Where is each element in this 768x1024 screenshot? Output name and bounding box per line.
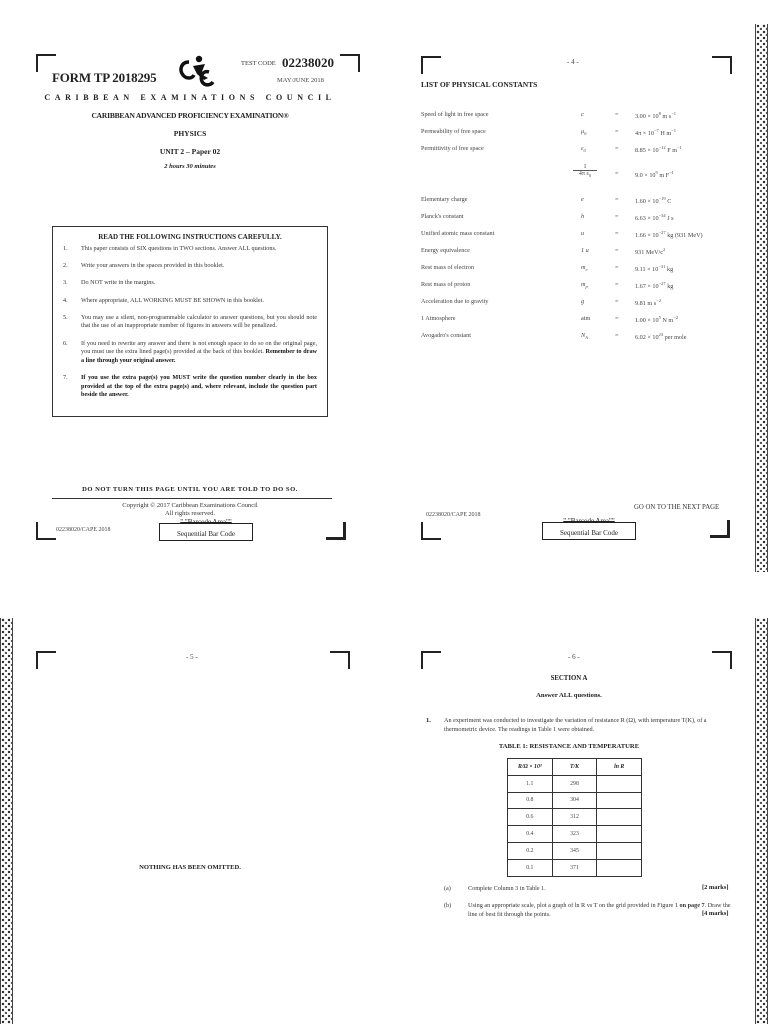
footer-code: 02238020/CAPE 2018 — [56, 527, 111, 533]
ln-r-answer-cell[interactable] — [597, 859, 642, 876]
table-row: 0.2 345 — [508, 842, 642, 859]
constant-row: Energy equivalence 1 u = 931 MeV/$c^2$ — [421, 247, 666, 257]
crop-mark-bottom-right — [326, 522, 346, 540]
part-b-label: (b) — [444, 902, 452, 909]
page-5 — [0, 600, 380, 1024]
table-row: 0.4 323 — [508, 826, 642, 843]
instructions-title: READ THE FOLLOWING INSTRUCTIONS CAREFULLY. — [98, 233, 282, 241]
form-number: FORM TP 2018295 — [52, 70, 157, 85]
subject: PHYSICS — [173, 129, 207, 138]
ln-r-answer-cell[interactable] — [597, 792, 642, 809]
instruction-item: 4. Where appropriate, ALL WORKING MUST BE SHOWN in this booklet. — [63, 296, 264, 304]
crop-mark-top-left — [421, 651, 441, 669]
constant-row: Acceleration due to gravity g = 9.81 m $s^{-2}$ — [421, 298, 661, 308]
crop-mark-bottom-right — [710, 520, 730, 538]
instruction-item: 5. You may use a silent, non-programmable calculator to answer questions, but you should note that the use of an inappropriate number of figures in answers will be penalized. — [63, 313, 317, 330]
test-code: 02238020 — [282, 55, 334, 70]
footer-code: 02238020/CAPE 2018 — [426, 512, 481, 518]
page-number: - 4 - — [567, 58, 579, 66]
exam-name: CARIBBEAN ADVANCED PROFICIENCY EXAMINATION® — [91, 111, 289, 120]
unit-paper: UNIT 2 – Paper 02 — [159, 147, 221, 156]
ln-r-answer-cell[interactable] — [597, 775, 642, 792]
constant-row: Speed of light in free space c = $3.00 \times 10^8$ m $s^{-1}$ — [421, 111, 676, 121]
page-cover — [0, 0, 380, 570]
constant-row: Avogadro's constant $N_A$ = $6.02 \times 10^{23}$ per mole — [421, 332, 687, 342]
constant-row: Unified atomic mass constant u = $1.66 \times 10^{-27}$ kg (931 MeV) — [421, 230, 703, 240]
ln-r-answer-cell[interactable] — [597, 809, 642, 826]
constant-row: 1 Atmosphere atm = $1.00 \times 10^5$ N $m^{-2}$ — [421, 315, 679, 325]
cxc-logo — [175, 52, 217, 88]
instructions-box — [52, 226, 328, 417]
constants-list — [421, 0, 741, 570]
crop-mark-bottom-left — [36, 522, 56, 540]
crop-mark-bottom-left — [421, 522, 441, 540]
table-header-row: R/Ω × 10³ T/K ln R — [508, 759, 642, 776]
page-physical-constants — [384, 0, 754, 570]
barcode-area: " "Barcode Area"" Sequential Bar Code — [542, 522, 636, 540]
part-b-marks: [4 marks] — [702, 910, 729, 917]
ln-r-answer-cell[interactable] — [597, 826, 642, 843]
constant-row: Rest mass of proton $m_p$ = $1.67 \times 10^{-27}$ kg — [421, 281, 674, 291]
constant-row-coulomb: $\frac{1}{4\pi \varepsilon_0}$ = $9.0 \times 10^9$ m $F^{-1}$ — [421, 170, 741, 180]
answer-all-notice: Answer ALL questions. — [536, 692, 602, 699]
copyright: Copyright © 2017 Caribbean Examinations Council All rights reserved. — [122, 502, 258, 517]
question-number: 1. — [426, 717, 431, 724]
resistance-temperature-table — [507, 758, 642, 877]
constant-row: Permeability of free space $\mu_0$ = $4\pi \times 10^{-7}$ H $m^{-1}$ — [421, 128, 676, 138]
ln-r-answer-cell[interactable] — [597, 842, 642, 859]
part-a-label: (a) — [444, 885, 451, 892]
instruction-item: 6. If you need to rewrite any answer and there is not enough space to do so on the original page, you must use the extra lined page(s) provided at the back of this booklet. Remember to draw a line through your original answer. — [63, 339, 318, 364]
crop-mark-top-right — [330, 651, 350, 669]
question-text: An experiment was conducted to investigate the variation of resistance R (Ω), with temperature T(K), of a thermometric device. The readings in Table 1 were obtained. — [444, 717, 707, 733]
exam-session: MAY/JUNE 2018 — [277, 77, 324, 84]
council-name: CARIBBEAN EXAMINATIONS COUNCIL — [44, 93, 336, 102]
barcode-area: " "Barcode Area"" Sequential Bar Code — [159, 523, 253, 541]
part-a-marks: [2 marks] — [702, 884, 729, 891]
constants-title: LIST OF PHYSICAL CONSTANTS — [421, 80, 538, 89]
crop-mark-top-right — [712, 651, 732, 669]
page-6-section-a — [384, 600, 754, 1024]
table-row: 0.1 371 — [508, 859, 642, 876]
section-title: SECTION A — [550, 675, 588, 682]
table-title: TABLE 1: RESISTANCE AND TEMPERATURE — [498, 743, 640, 750]
crop-mark-top-right — [340, 54, 360, 72]
instruction-item: 2. Write your answers in the spaces provided in this booklet. — [63, 262, 225, 270]
go-on-notice: GO ON TO THE NEXT PAGE — [634, 504, 720, 511]
table-row: 0.8 304 — [508, 792, 642, 809]
duration: 2 hours 30 minutes — [164, 163, 216, 170]
margin-barcode-strip-bottom-right — [755, 618, 768, 1024]
crop-mark-top-left — [36, 651, 56, 669]
constant-row: Rest mass of electron $m_e$ = $9.11 \times 10^{-31}$ kg — [421, 264, 674, 274]
cxc-logo-icon — [175, 52, 217, 88]
constant-row: Permittivity of free space $\varepsilon_0$ = $8.85 \times 10^{-12}$ F $m^{-1}$ — [421, 145, 682, 155]
instructions-list — [53, 245, 327, 400]
page-number: - 6 - — [568, 653, 580, 661]
part-a-text: Complete Column 3 in Table 1. — [468, 885, 546, 892]
test-code-label: TEST CODE — [241, 60, 276, 67]
constant-row: Elementary charge e = $1.60 \times 10^{-19}$ C — [421, 196, 672, 206]
instruction-item: 7. If you use the extra page(s) you MUST write the question number clearly in the box provided at the top of the extra page(s) and, where relevant, include the question part beside the answer. — [63, 373, 317, 399]
table-row: 1.1 298 — [508, 775, 642, 792]
table-row: 0.6 312 — [508, 809, 642, 826]
instruction-item: 3. Do NOT write in the margins. — [63, 279, 156, 287]
page-number: - 5 - — [186, 653, 198, 661]
divider — [52, 498, 332, 499]
nothing-omitted-notice: NOTHING HAS BEEN OMITTED. — [139, 864, 241, 871]
part-b-text: Using an appropriate scale, plot a graph of ln R vs T on the grid provided in Figure 1 on page 7. Draw the line of best fit through the points. — [468, 902, 731, 918]
constant-row: Planck's constant h = $6.63 \times 10^{-34}$ J s — [421, 213, 674, 223]
instruction-item: 1. This paper consists of SIX questions in TWO sections. Answer ALL questions. — [63, 245, 277, 252]
fraction: $\frac{1}{4\pi \varepsilon_0}$ — [573, 164, 597, 178]
do-not-turn-notice: DO NOT TURN THIS PAGE UNTIL YOU ARE TOLD TO DO SO. — [82, 486, 298, 493]
margin-barcode-strip-top-right — [755, 24, 768, 572]
